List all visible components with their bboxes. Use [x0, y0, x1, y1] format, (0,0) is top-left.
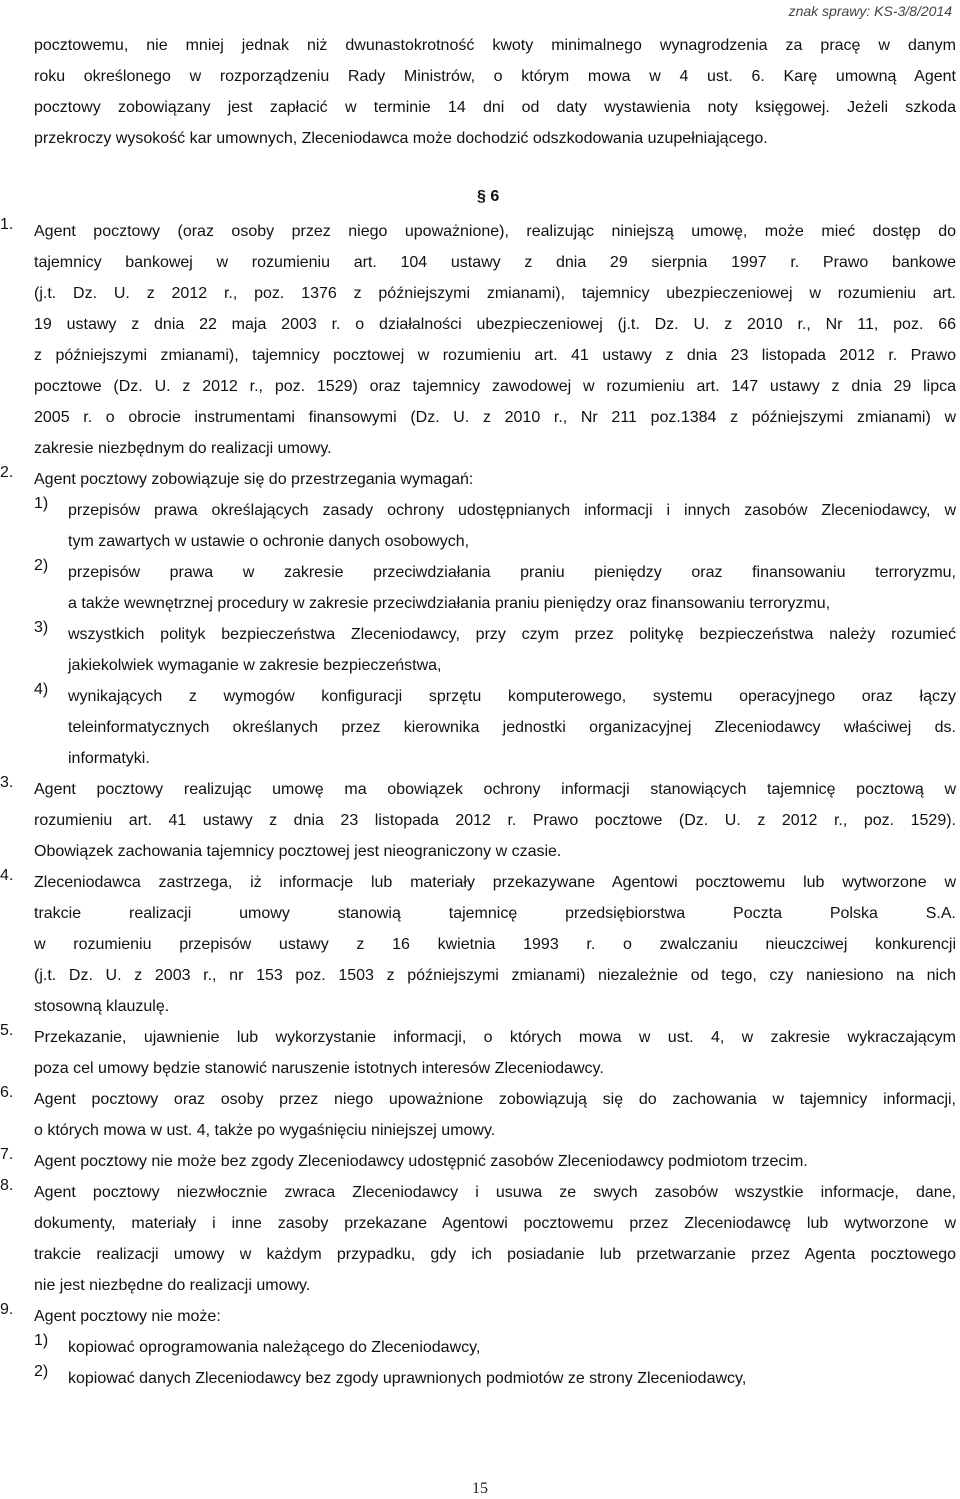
section-items — [0, 216, 956, 1394]
text-line: Obowiązek zachowania tajemnicy pocztowej jest nieograniczony w czasie. — [34, 843, 562, 860]
item-number: 1. — [0, 216, 14, 233]
sub-item-number: 3) — [34, 619, 49, 636]
text-line: kopiować danych Zleceniodawcy bez zgody uprawnionych podmiotów ze strony Zleceniodawcy, — [68, 1370, 747, 1387]
item-number: 2. — [0, 464, 14, 481]
text-line: przepisów prawa w zakresie przeciwdziałania praniu pieniędzy oraz finansowaniu terroryzmu, — [68, 564, 956, 581]
sub-item — [34, 495, 956, 557]
text-line: Zleceniodawca zastrzega, iż informacje lub materiały przekazywane Agentowi pocztowemu lub wytworzone w — [34, 874, 956, 891]
text-line: Agent pocztowy (oraz osoby przez niego upoważnione), realizując niniejszą umowę, może mieć dostęp do — [34, 223, 956, 240]
text-line: dokumenty, materiały i inne zasoby przekazane Agentowi pocztowemu przez Zleceniodawcę lub wytworzone w — [34, 1215, 956, 1232]
text-line: nie jest niezbędne do realizacji umowy. — [34, 1277, 311, 1294]
item-number: 8. — [0, 1177, 14, 1194]
text-line: (j.t. Dz. U. z 2012 r., poz. 1376 z późniejszymi zmianami), tajemnicy ubezpieczeniowej w rozumieniu art. — [34, 285, 956, 302]
sub-item — [34, 1363, 956, 1394]
numbered-item — [0, 867, 956, 1022]
sub-item-number: 1) — [34, 495, 49, 512]
page-number: 15 — [472, 1480, 488, 1497]
numbered-item — [0, 1177, 956, 1301]
text-line: tym zawartych w ustawie o ochronie danych osobowych, — [68, 533, 470, 550]
text-line: rozumieniu art. 41 ustawy z dnia 23 listopada 2012 r. Prawo pocztowe (Dz. U. z 2012 r., poz. 1529). — [34, 812, 956, 829]
text-line: Agent pocztowy nie może: — [34, 1308, 221, 1325]
item-number: 9. — [0, 1301, 14, 1318]
text-line: z późniejszymi zmianami), tajemnicy pocztowej w rozumieniu art. 41 ustawy z dnia 23 listopada 2012 r. Prawo — [34, 347, 956, 364]
numbered-item — [0, 464, 956, 774]
numbered-item — [0, 216, 956, 464]
text-line: poza cel umowy będzie stanowić naruszenie istotnych interesów Zleceniodawcy. — [34, 1060, 604, 1077]
text-line: wszystkich polityk bezpieczeństwa Zleceniodawcy, przy czym przez politykę bezpieczeństwa należy rozumieć — [68, 626, 956, 643]
item-number: 3. — [0, 774, 14, 791]
text-line: w rozumieniu przepisów ustawy z 16 kwietnia 1993 r. o zwalczaniu nieuczciwej konkurencji — [34, 936, 956, 953]
text-line: przepisów prawa określających zasady ochrony udostępnianych informacji i innych zasobów Zleceniodawcy, w — [68, 502, 956, 519]
numbered-item — [0, 1022, 956, 1084]
numbered-item — [0, 774, 956, 867]
text-line: stosowną klauzulę. — [34, 998, 170, 1015]
sub-item — [34, 619, 956, 681]
text-line: tajemnicy bankowej w rozumieniu art. 104 ustawy z dnia 29 sierpnia 1997 r. Prawo bankowe — [34, 254, 956, 271]
text-line: 2005 r. o obrocie instrumentami finansowymi (Dz. U. z 2010 r., Nr 211 poz.1384 z późniejszymi zmianami) w — [34, 409, 956, 426]
text-line: jakiekolwiek wymaganie w zakresie bezpieczeństwa, — [68, 657, 442, 674]
text-line: Przekazanie, ujawnienie lub wykorzystanie informacji, o których mowa w ust. 4, w zakresie wykraczającym — [34, 1029, 956, 1046]
text-line: Agent pocztowy oraz osoby przez niego upoważnione zobowiązują się do zachowania w tajemnicy informacji, — [34, 1091, 956, 1108]
text-line: pocztowy zobowiązany jest zapłacić w terminie 14 dni od daty wystawienia noty księgowej. Jeżeli szkoda — [34, 99, 956, 116]
text-line: informatyki. — [68, 750, 150, 767]
text-line: roku określonego w rozporządzeniu Rady Ministrów, o którym mowa w 4 ust. 6. Karę umowną Agent — [34, 68, 956, 85]
text-line: 19 ustawy z dnia 22 maja 2003 r. o działalności ubezpieczeniowej (j.t. Dz. U. z 2010 r., Nr 11, poz. 66 — [34, 316, 956, 333]
text-line: trakcie realizacji umowy w każdym przypadku, gdy ich posiadanie lub przetwarzanie przez Agenta pocztowego — [34, 1246, 956, 1263]
document-body — [0, 30, 956, 1394]
sub-item-number: 2) — [34, 1363, 49, 1380]
sub-item-number: 4) — [34, 681, 49, 698]
text-line: a także wewnętrznej procedury w zakresie przeciwdziałania praniu pieniędzy oraz finansowaniu terroryzmu, — [68, 595, 831, 612]
sub-item — [34, 681, 956, 774]
text-line: teleinformatycznych określanych przez kierownika jednostki organizacyjnej Zleceniodawcy właściwej ds. — [68, 719, 956, 736]
text-line: pocztowe (Dz. U. z 2012 r., poz. 1529) oraz tajemnicy zawodowej w rozumieniu art. 147 ustawy z dnia 29 lipca — [34, 378, 956, 395]
text-line: zakresie niezbędnym do realizacji umowy. — [34, 440, 332, 457]
text-line: Agent pocztowy realizując umowę ma obowiązek ochrony informacji stanowiących tajemnicę pocztową w — [34, 781, 956, 798]
item-number: 6. — [0, 1084, 14, 1101]
text-line: o których mowa w ust. 4, także po wygaśnięciu niniejszej umowy. — [34, 1122, 496, 1139]
sub-item-number: 2) — [34, 557, 49, 574]
text-line: Agent pocztowy niezwłocznie zwraca Zleceniodawcy i usuwa ze swych zasobów wszystkie informacje, dane, — [34, 1184, 956, 1201]
sub-item — [34, 557, 956, 619]
text-line: Agent pocztowy nie może bez zgody Zleceniodawcy udostępnić zasobów Zleceniodawcy podmiotom trzecim. — [34, 1153, 808, 1170]
item-number: 7. — [0, 1146, 14, 1163]
text-line: pocztowemu, nie mniej jednak niż dwunastokrotność kwoty minimalnego wynagrodzenia za pracę w danym — [34, 37, 956, 54]
intro-paragraph — [34, 30, 956, 216]
section-gap — [34, 154, 956, 216]
item-number: 4. — [0, 867, 14, 884]
numbered-item — [0, 1084, 956, 1146]
case-reference: znak sprawy: KS-3/8/2014 — [788, 3, 952, 19]
sub-item — [34, 1332, 956, 1363]
text-line: przekroczy wysokość kar umownych, Zleceniodawca może dochodzić odszkodowania uzupełniającego. — [34, 130, 768, 147]
numbered-item — [0, 1301, 956, 1394]
text-line: (j.t. Dz. U. z 2003 r., nr 153 poz. 1503 z późniejszymi zmianami) niezależnie od tego, czy naniesiono na nich — [34, 967, 956, 984]
text-line: trakcie realizacji umowy stanowią tajemnicę przedsiębiorstwa Poczta Polska S.A. — [34, 905, 956, 922]
text-line: Agent pocztowy zobowiązuje się do przestrzegania wymagań: — [34, 471, 474, 488]
item-number: 5. — [0, 1022, 14, 1039]
text-line: wynikających z wymogów konfiguracji sprzętu komputerowego, systemu operacyjnego oraz łączy — [68, 688, 956, 705]
numbered-item — [0, 1146, 956, 1177]
text-line: kopiować oprogramowania należącego do Zleceniodawcy, — [68, 1339, 481, 1356]
section-heading: § 6 — [477, 188, 500, 205]
sub-item-number: 1) — [34, 1332, 49, 1349]
